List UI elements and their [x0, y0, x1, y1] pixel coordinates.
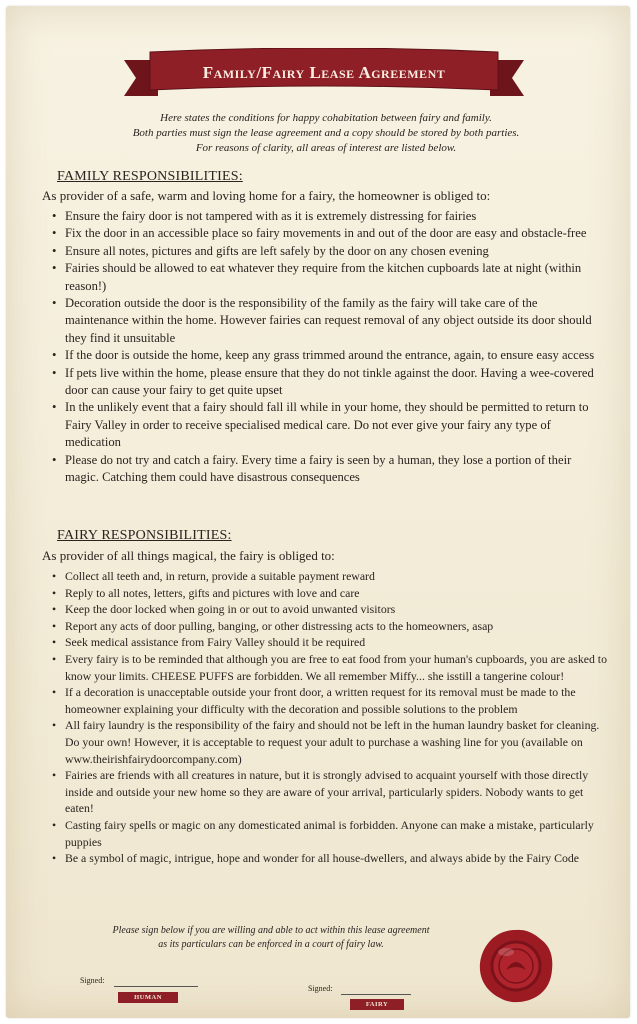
- fairy-heading: FAIRY RESPONSIBILITIES:: [57, 528, 232, 543]
- closing-line: Please sign below if you are willing and able to act within this lease agreement: [112, 925, 430, 936]
- list-item: • Ensure all notes, pictures and gifts are left safely by the door on any chosen evening: [52, 243, 602, 260]
- intro-line: For reasons of clarity, all areas of interest are listed below.: [195, 142, 457, 154]
- list-item: • In the unlikely event that a fairy should fall ill while in your home, they should be permitted to return to Fairy Valley in order to receive specialised medical care. Do not ever give your fairy any type of medication: [52, 399, 602, 451]
- family-lead: As provider of a safe, warm and loving home for a fairy, the homeowner is obliged to:: [42, 188, 491, 203]
- list-item: • Reply to all notes, letters, gifts and pictures with love and care: [52, 585, 608, 602]
- list-item: • If a decoration is unacceptable outside your front door, a written request for its removal must be made to the homeowner explaining your difficulty with the decoration and possible solutions to the problem: [52, 684, 608, 717]
- family-heading: FAMILY RESPONSIBILITIES:: [57, 169, 243, 184]
- list-item: • Report any acts of door pulling, banging, or other distressing acts to the homeowners, asap: [52, 618, 608, 635]
- intro-text: [46, 111, 606, 156]
- fairy-signed-label: Signed:: [308, 984, 333, 993]
- list-item: • Collect all teeth and, in return, provide a suitable payment reward: [52, 568, 608, 585]
- list-item: • Ensure the fairy door is not tampered with as it is extremely distressing for fairies: [52, 208, 602, 225]
- document-title: Family/Fairy Lease Agreement: [202, 63, 446, 82]
- human-ribbon: HUMAN: [118, 992, 178, 1003]
- family-list: [52, 208, 602, 487]
- intro-line: Both parties must sign the lease agreement and a copy should be stored by both parties.: [132, 127, 520, 139]
- list-item: • Every fairy is to be reminded that although you are free to eat food from your human's cupboards, you are asked to know your limits. CHEESE PUFFS are forbidden. We all remember Miffy... she isstill a tangerine colour!: [52, 651, 608, 684]
- human-signed-label: Signed:: [80, 976, 105, 985]
- list-item: • Fairies are friends with all creatures in nature, but it is strongly advised to acquaint yourself with those directly inside and outside your new home so they are aware of your arrival, particularly spiders. Nobody wants to get eaten!: [52, 767, 608, 817]
- fairy-signature-line[interactable]: [341, 994, 411, 995]
- closing-text: [66, 924, 476, 952]
- list-item: • Fix the door in an accessible place so fairy movements in and out of the door are easy and obstacle-free: [52, 225, 602, 242]
- lease-document: [6, 6, 630, 1018]
- list-item: • Keep the door locked when going in or out to avoid unwanted visitors: [52, 601, 608, 618]
- human-signature-line[interactable]: [114, 986, 198, 987]
- fairy-lead: As provider of all things magical, the fairy is obliged to:: [42, 548, 335, 563]
- list-item: • Casting fairy spells or magic on any domesticated animal is forbidden. Anyone can make a mistake, particularly puppies: [52, 817, 608, 850]
- list-item: • Seek medical assistance from Fairy Valley should it be required: [52, 634, 608, 651]
- fairy-ribbon: FAIRY: [350, 999, 404, 1010]
- list-item: • Please do not try and catch a fairy. Every time a fairy is seen by a human, they lose a portion of their magic. Catching them could have disastrous consequences: [52, 452, 602, 487]
- wax-seal-icon: [476, 926, 556, 1006]
- list-item: • Fairies should be allowed to eat whatever they require from the kitchen cupboards late at night (within reason!): [52, 260, 602, 295]
- closing-line: as its particulars can be enforced in a court of fairy law.: [158, 939, 384, 950]
- list-item: • Decoration outside the door is the responsibility of the family as the fairy will take care of the maintenance within the home. However fairies can request removal of any object outside its door should they find it unsuitable: [52, 295, 602, 347]
- intro-line: Here states the conditions for happy cohabitation between fairy and family.: [160, 112, 492, 124]
- title-banner: [124, 48, 524, 100]
- list-item: • All fairy laundry is the responsibility of the fairy and should not be left in the human laundry basket for cleaning. Do your own! However, it is acceptable to request your adult to purchase a washing line for you (available on www.theirishfairydoorcompany.com): [52, 717, 608, 767]
- list-item: • If pets live within the home, please ensure that they do not tinkle against the door. Having a wee-covered door can cause your fairy to get quite upset: [52, 365, 602, 400]
- list-item: • Be a symbol of magic, intrigue, hope and wonder for all house-dwellers, and always abide by the Fairy Code: [52, 850, 608, 867]
- fairy-list: [52, 568, 608, 867]
- list-item: • If the door is outside the home, keep any grass trimmed around the entrance, again, to ensure easy access: [52, 347, 602, 364]
